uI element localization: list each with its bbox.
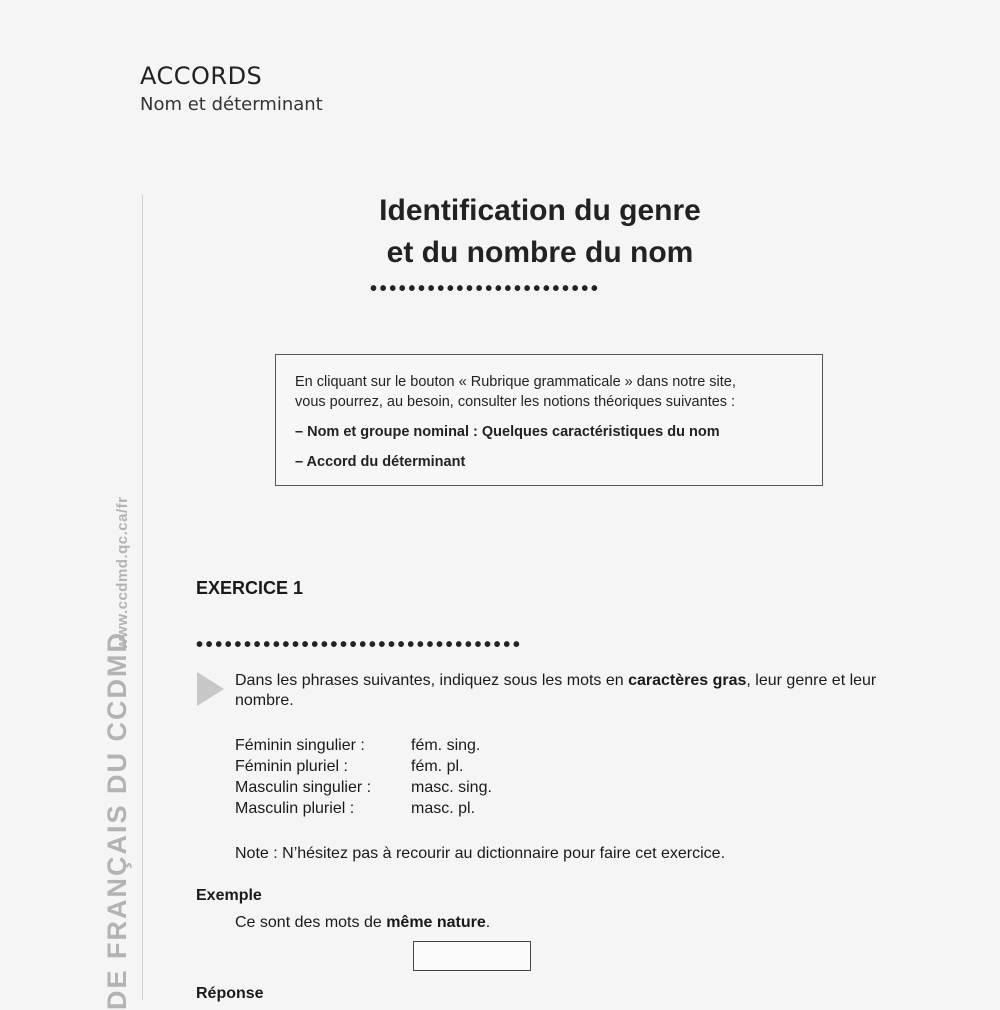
page-title-line-1: Identification du genre (379, 194, 701, 227)
exercise-dotted-rule: •••••••••••••••••••••••••••••••••• (196, 634, 523, 656)
page-title-line-2: et du nombre du nom (386, 236, 694, 269)
page-title (330, 190, 750, 274)
abbreviation-legend (235, 735, 492, 819)
exercise-instruction (235, 671, 935, 711)
exercise-title: EXERCICE 1 (196, 578, 304, 598)
legend-label: Masculin pluriel : (235, 800, 355, 817)
example-heading: Exemple (196, 887, 262, 904)
legend-abbr: fém. sing. (411, 737, 481, 754)
grammar-info-box (275, 354, 823, 486)
instruction-text-end: , leur genre et leur nombre. (235, 672, 877, 709)
info-line-1: En cliquant sur le bouton « Rubrique grammaticale » dans notre site, (295, 374, 736, 390)
reponse-heading: Réponse (196, 985, 264, 1002)
info-item-accord-determinant: – Accord du déterminant (295, 454, 466, 470)
sidebar-brand: DE FRANÇAIS DU CCDMD (102, 631, 132, 1010)
legend-label: Masculin singulier : (235, 779, 372, 796)
legend-row (235, 798, 492, 819)
title-dotted-rule: •••••••••••••••••••••••• (370, 278, 601, 300)
play-arrow-icon (197, 672, 224, 706)
legend-row (235, 735, 492, 756)
example-answer-field[interactable] (413, 941, 531, 971)
section-title: ACCORDS (140, 62, 263, 90)
section-subtitle: Nom et déterminant (140, 94, 323, 115)
legend-abbr: fém. pl. (411, 758, 464, 775)
instruction-text: Dans les phrases suivantes, indiquez sous les mots en (235, 672, 629, 689)
legend-label: Féminin singulier : (235, 737, 365, 754)
exercise-note: Note : N’hésitez pas à recourir au dictionnaire pour faire cet exercice. (235, 845, 726, 862)
legend-row (235, 777, 492, 798)
legend-abbr: masc. sing. (411, 779, 492, 796)
sidebar-url-link[interactable]: www.ccdmd.qc.ca/fr (114, 496, 131, 650)
example-bold-text: même nature (386, 914, 486, 931)
legend-abbr: masc. pl. (411, 800, 476, 817)
legend-row (235, 756, 492, 777)
margin-rule (142, 195, 143, 1000)
example-text: Ce sont des mots de (235, 914, 387, 931)
example-text-end: . (485, 914, 491, 931)
example-sentence (235, 914, 490, 932)
legend-label: Féminin pluriel : (235, 758, 348, 775)
info-line-2: vous pourrez, au besoin, consulter les notions théoriques suivantes : (295, 394, 736, 410)
info-text (295, 372, 736, 412)
instruction-bold-text: caractères gras (628, 672, 747, 689)
info-item-nom-groupe-nominal: – Nom et groupe nominal : Quelques caractéristiques du nom (295, 424, 720, 440)
